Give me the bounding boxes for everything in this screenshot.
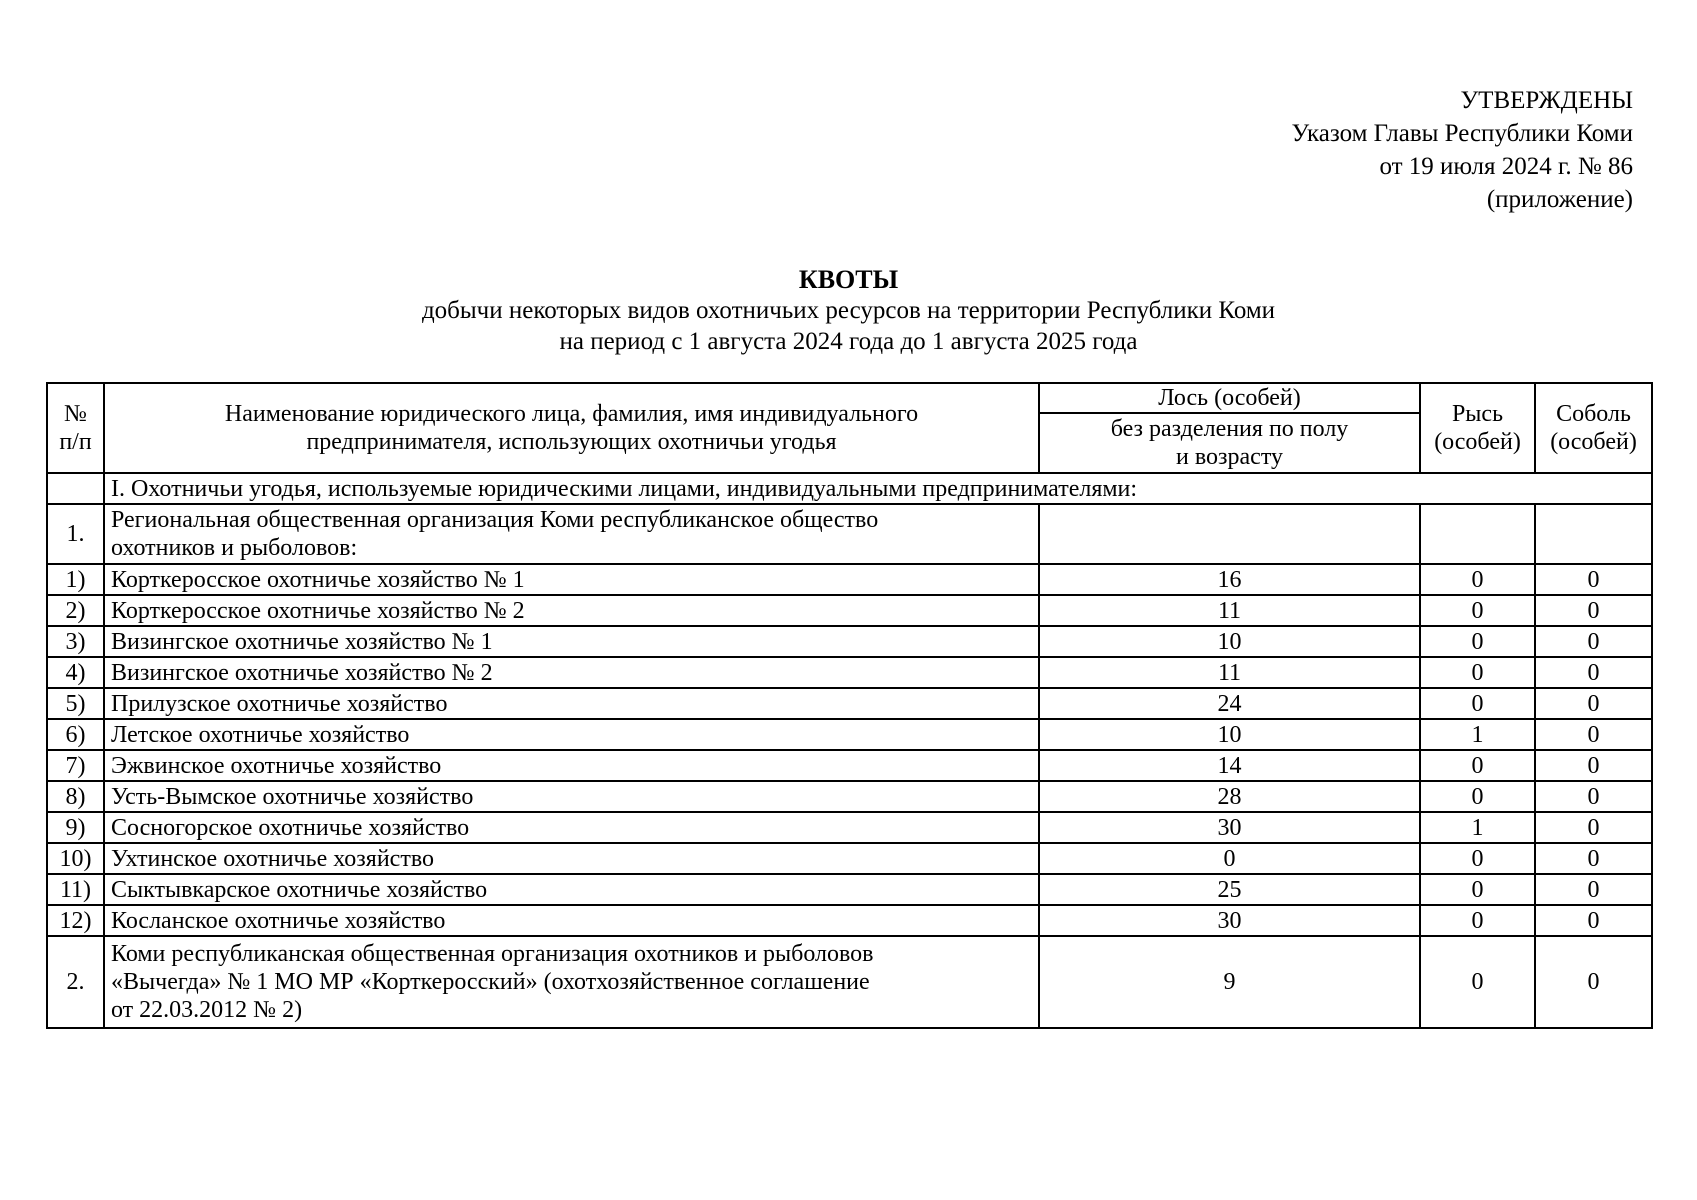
- org-sable: [1535, 504, 1652, 564]
- row-lynx: 0: [1420, 905, 1535, 936]
- row-sable: 0: [1535, 843, 1652, 874]
- section-num-cell: [47, 473, 104, 504]
- row-num: 10): [47, 843, 104, 874]
- row-lynx: 0: [1420, 781, 1535, 812]
- row-lynx: 0: [1420, 874, 1535, 905]
- org2-lynx: 0: [1420, 936, 1535, 1028]
- row-moose: 30: [1039, 905, 1420, 936]
- row-moose: 10: [1039, 719, 1420, 750]
- row-num: 4): [47, 657, 104, 688]
- header-moose: Лось (особей): [1039, 383, 1420, 413]
- org2-moose: 9: [1039, 936, 1420, 1028]
- row-num: 8): [47, 781, 104, 812]
- row-lynx: 1: [1420, 719, 1535, 750]
- table-header-row: [47, 383, 1652, 413]
- row-name: Сыктывкарское охотничье хозяйство: [104, 874, 1039, 905]
- table-row: [47, 626, 1652, 657]
- org-row-vychegda: [47, 936, 1652, 1028]
- table-row: [47, 688, 1652, 719]
- row-sable: 0: [1535, 781, 1652, 812]
- quota-table: [46, 382, 1653, 1029]
- org-name: Региональная общественная организация Коми республиканское общество охотников и рыболовов:: [104, 504, 1039, 564]
- document-subtitle: добычи некоторых видов охотничьих ресурсов на территории Республики Коми: [421, 297, 1276, 324]
- row-lynx: 0: [1420, 843, 1535, 874]
- row-moose: 28: [1039, 781, 1420, 812]
- row-moose: 10: [1039, 626, 1420, 657]
- row-lynx: 0: [1420, 564, 1535, 595]
- header-lynx: Рысь (особей): [1420, 383, 1535, 473]
- row-moose: 11: [1039, 595, 1420, 626]
- row-lynx: 1: [1420, 812, 1535, 843]
- row-num: 7): [47, 750, 104, 781]
- header-name: Наименование юридического лица, фамилия, имя индивидуального предпринимателя, использующих охотничьи угодья: [104, 383, 1039, 473]
- section-row: [47, 473, 1652, 504]
- row-sable: 0: [1535, 719, 1652, 750]
- row-num: 11): [47, 874, 104, 905]
- row-name: Ухтинское охотничье хозяйство: [104, 843, 1039, 874]
- header-moose-sub: без разделения по полу и возрасту: [1039, 413, 1420, 473]
- row-sable: 0: [1535, 657, 1652, 688]
- table-row: [47, 719, 1652, 750]
- row-name: Эжвинское охотничье хозяйство: [104, 750, 1039, 781]
- row-num: 5): [47, 688, 104, 719]
- row-moose: 14: [1039, 750, 1420, 781]
- row-sable: 0: [1535, 812, 1652, 843]
- table-row: [47, 657, 1652, 688]
- row-num: 2): [47, 595, 104, 626]
- org2-name: Коми республиканская общественная организация охотников и рыболовов «Вычегда» № 1 МО МР «Корткеросский» (охотхозяйственное соглашение от 22.03.2012 № 2): [104, 936, 1039, 1028]
- row-moose: 30: [1039, 812, 1420, 843]
- approval-line-appendix: (приложение): [1486, 186, 1633, 213]
- header-sable: Соболь (особей): [1535, 383, 1652, 473]
- row-lynx: 0: [1420, 657, 1535, 688]
- org2-sable: 0: [1535, 936, 1652, 1028]
- row-num: 1): [47, 564, 104, 595]
- row-lynx: 0: [1420, 626, 1535, 657]
- org-lynx: [1420, 504, 1535, 564]
- approval-line-date: от 19 июля 2024 г. № 86: [1379, 153, 1633, 180]
- row-name: Косланское охотничье хозяйство: [104, 905, 1039, 936]
- row-sable: 0: [1535, 750, 1652, 781]
- row-name: Корткеросское охотничье хозяйство № 2: [104, 595, 1039, 626]
- row-lynx: 0: [1420, 688, 1535, 719]
- row-sable: 0: [1535, 874, 1652, 905]
- org2-num: 2.: [47, 936, 104, 1028]
- row-sable: 0: [1535, 688, 1652, 719]
- document-title-block: [0, 264, 1697, 357]
- row-name: Сосногорское охотничье хозяйство: [104, 812, 1039, 843]
- row-name: Прилузское охотничье хозяйство: [104, 688, 1039, 719]
- row-moose: 0: [1039, 843, 1420, 874]
- row-sable: 0: [1535, 626, 1652, 657]
- row-sable: 0: [1535, 905, 1652, 936]
- table-row: [47, 874, 1652, 905]
- document-period: на период с 1 августа 2024 года до 1 августа 2025 года: [559, 328, 1138, 355]
- row-name: Усть-Вымское охотничье хозяйство: [104, 781, 1039, 812]
- row-num: 3): [47, 626, 104, 657]
- row-name: Визингское охотничье хозяйство № 1: [104, 626, 1039, 657]
- row-num: 9): [47, 812, 104, 843]
- org-num: 1.: [47, 504, 104, 564]
- org-moose: [1039, 504, 1420, 564]
- row-num: 12): [47, 905, 104, 936]
- row-lynx: 0: [1420, 750, 1535, 781]
- table-row: [47, 595, 1652, 626]
- row-moose: 11: [1039, 657, 1420, 688]
- row-sable: 0: [1535, 564, 1652, 595]
- table-row: [47, 750, 1652, 781]
- row-lynx: 0: [1420, 595, 1535, 626]
- table-row: [47, 564, 1652, 595]
- document-title: КВОТЫ: [798, 265, 899, 294]
- row-moose: 25: [1039, 874, 1420, 905]
- row-name: Визингское охотничье хозяйство № 2: [104, 657, 1039, 688]
- org-row: [47, 504, 1652, 564]
- row-name: Корткеросское охотничье хозяйство № 1: [104, 564, 1039, 595]
- table-row: [47, 812, 1652, 843]
- row-moose: 16: [1039, 564, 1420, 595]
- row-name: Летское охотничье хозяйство: [104, 719, 1039, 750]
- row-moose: 24: [1039, 688, 1420, 719]
- table-row: [47, 781, 1652, 812]
- approval-line-approved: УТВЕРЖДЕНЫ: [1460, 87, 1633, 114]
- header-num: № п/п: [47, 383, 104, 473]
- section-title: I. Охотничьи угодья, используемые юридическими лицами, индивидуальными предпринимателями:: [104, 473, 1652, 504]
- table-row: [47, 843, 1652, 874]
- row-sable: 0: [1535, 595, 1652, 626]
- table-row: [47, 905, 1652, 936]
- row-num: 6): [47, 719, 104, 750]
- approval-line-decree: Указом Главы Республики Коми: [1291, 120, 1633, 147]
- approval-block: [1291, 84, 1633, 216]
